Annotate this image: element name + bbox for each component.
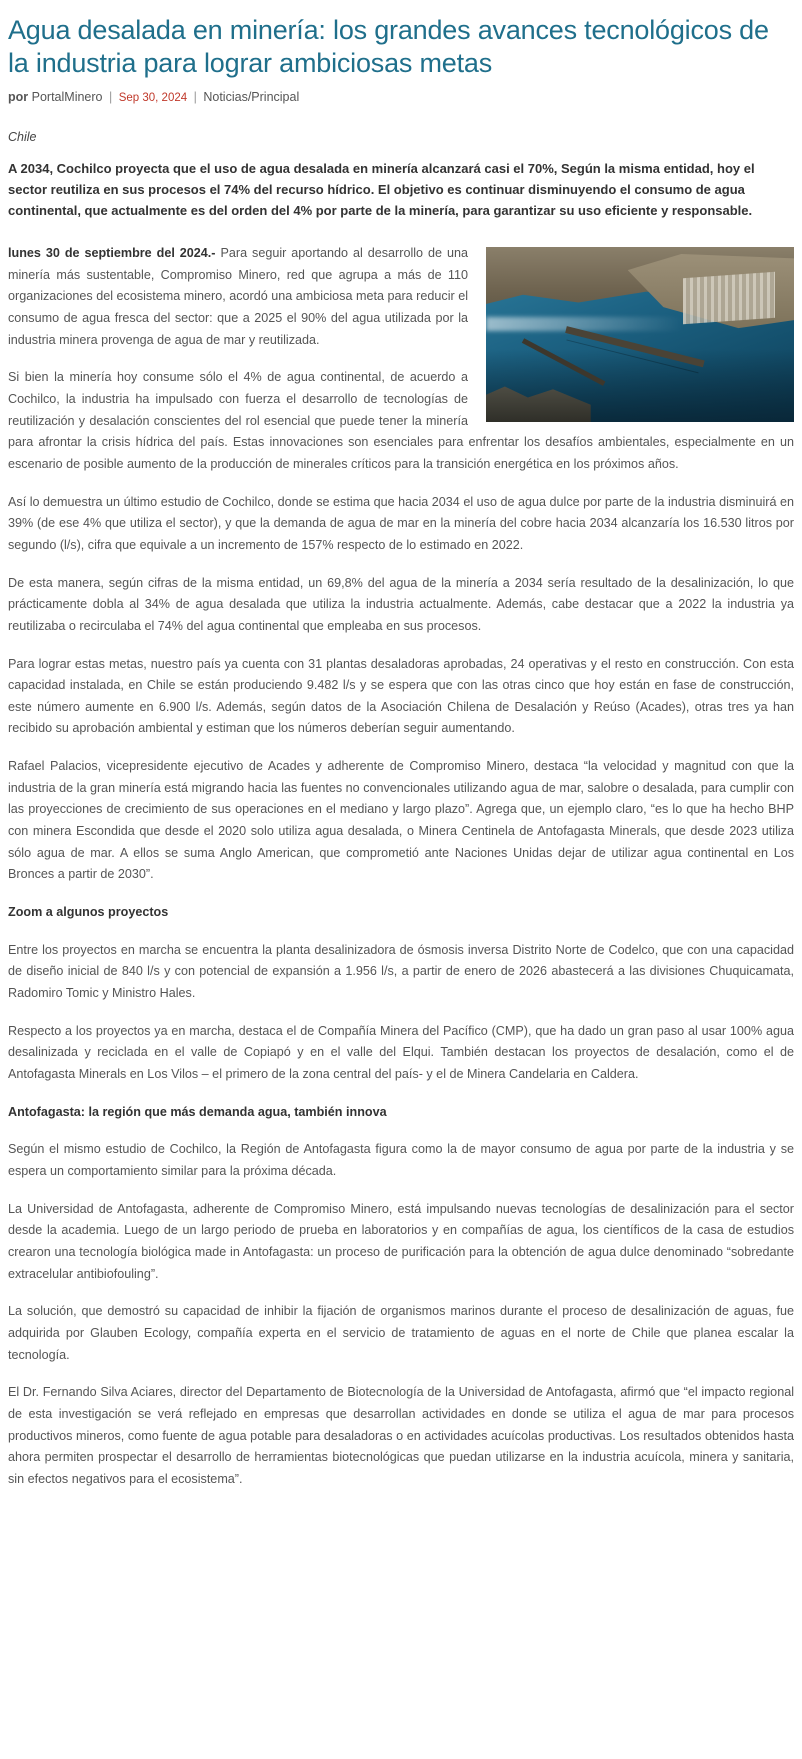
article-figure <box>486 247 794 422</box>
byline <box>8 90 794 104</box>
desalination-plant-photo <box>486 247 794 422</box>
paragraph-5: Para lograr estas metas, nuestro país ya cuenta con 31 plantas desaladoras aprobadas, 24 operativas y el resto en construcción. Con esta capacidad instalada, en Chile se están produciendo 9.482 l/s y se espera que con las otras cinco que hoy están en fase de construcción, este número aumente en 6.900 l/s. Además, según datos de la Asociación Chilena de Desalación y Reúso (Acades), otras tres ya han recibido su aprobación ambiental y estiman que los números deberían seguir aumentando. <box>8 656 794 736</box>
byline-separator-1: | <box>108 89 113 104</box>
byline-author[interactable]: PortalMinero <box>31 89 103 104</box>
section-heading-antofagasta: Antofagasta: la región que más demanda agua, también innova <box>8 1104 387 1119</box>
paragraph-3: Así lo demuestra un último estudio de Cochilco, donde se estima que hacia 2034 el uso de agua dulce por parte de la industria disminuirá en 39% (de ese 4% que utiliza el sector), y que la demanda de agua de mar en la minería del cobre hacia 2034 alcanzaría los 16.530 litros por segundo (l/s), cifra que equivale a un incremento de 157% respecto de lo estimado en 2022. <box>8 494 794 552</box>
byline-author-prefix: por <box>8 89 29 104</box>
section-2-paragraph-1: Según el mismo estudio de Cochilco, la Región de Antofagasta figura como la de mayor consumo de agua por parte de la industria y se espera un comportamiento similar para la próxima década. <box>8 1142 794 1178</box>
byline-category[interactable]: Noticias/Principal <box>203 89 300 104</box>
paragraph-1-lead: lunes 30 de septiembre del 2024.- <box>8 246 216 261</box>
paragraph-4: De esta manera, según cifras de la misma entidad, un 69,8% del agua de la minería a 2034 sería resultado de la desalinización, lo que prácticamente dobla al 34% de agua desalada que utiliza la industria actualmente. Además, cabe destacar que a 2022 la industria ya reutilizaba o recirculaba el 74% del agua continental que empleaba en sus procesos. <box>8 575 794 633</box>
section-2-paragraph-4: El Dr. Fernando Silva Aciares, director del Departamento de Biotecnología de la Universidad de Antofagasta, afirmó que “el impacto regional de esta investigación se verá reflejado en empresas que desarrollan actividades en donde se utiliza el agua de mar para procesos productivos mineros, como fuente de agua potable para desaladoras o en actividades acuícolas productivas. Los resultados obtenidos hasta ahora permiten prospectar el desarrollo de herramientas biotecnológicas que puedan utilizarse en la industria acuícola, minera y sanitaria, sin efectos negativos para el ecosistema”. <box>8 1385 794 1486</box>
section-heading-zoom-proyectos: Zoom a algunos proyectos <box>8 905 169 920</box>
photo-surf-foam <box>486 317 683 331</box>
paragraph-2: Si bien la minería hoy consume sólo el 4% de agua continental, de acuerdo a Cochilco, la industria ha impulsado con fuerza el desarrollo de tecnologías de reutilización y desalación conscientes del rol esencial que puede tener la minería para afrontar la crisis hídrica del país. Estas innovaciones son esenciales para enfrentar los desafíos ambientales, especialmente en un escenario de posible aumento de la producción de minerales críticos para la transición energética en los próximos años. <box>8 370 794 471</box>
section-1-paragraph-2: Respecto a los proyectos ya en marcha, destaca el de Compañía Minera del Pacífico (CMP), que ha dado un gran paso al usar 100% agua desalinizada y reciclada en el valle de Copiapó y en el valle del Elqui. También destacan los proyectos de desalación, como el de Antofagasta Minerals en Los Vilos – el primero de la zona central del país- y el de Minera Candelaria en Caldera. <box>8 1023 794 1082</box>
paragraph-1-text: Para seguir aportando al desarrollo de una minería más sustentable, Compromiso Minero, red que agrupa a más de 110 organizaciones del ecosistema minero, acordó una ambiciosa meta para reducir el consumo de agua fresca del sector: que a 2025 el 90% del agua utilizada por la industria minera provenga de agua de mar y reutilizada. <box>8 246 468 347</box>
section-1-paragraph-1: Entre los proyectos en marcha se encuentra la planta desalinizadora de ósmosis inversa Distrito Norte de Codelco, que con una capacidad de diseño inicial de 840 l/s y con potencial de expansión a 1.956 l/s, a partir de enero de 2026 abastecerá a las divisiones Chuquicamata, Radomiro Tomic y Ministro Hales. <box>8 942 794 1001</box>
page-title: Agua desalada en minería: los grandes avances tecnológicos de la industria para lograr ambiciosas metas <box>8 15 769 78</box>
article-lead: A 2034, Cochilco proyecta que el uso de agua desalada en minería alcanzará casi el 70%, Según la misma entidad, hoy el sector reutiliza en sus procesos el 74% del recurso hídrico. El objetivo es continuar disminuyendo el consumo de agua continental, que actualmente es del orden del 4% por parte de la minería, para garantizar su uso eficiente y responsable. <box>8 160 755 218</box>
byline-date: Sep 30, 2024 <box>118 91 188 104</box>
country-label: Chile <box>8 129 37 144</box>
photo-plant-structures <box>683 272 775 324</box>
byline-separator-2: | <box>193 89 197 104</box>
section-2-paragraph-3: La solución, que demostró su capacidad de inhibir la fijación de organismos marinos durante el proceso de desalinización de aguas, fue adquirida por Glauben Ecology, compañía experta en el servicio de tratamiento de aguas en el norte de Chile que planea escalar la tecnología. <box>8 1304 794 1362</box>
paragraph-6: Rafael Palacios, vicepresidente ejecutivo de Acades y adherente de Compromiso Minero, destaca “la velocidad y magnitud con que la industria de la gran minería está migrando hacia las fuentes no convencionales utilizando agua de mar, salobre o desalada, para cumplir con las proyecciones de crecimiento de sus operaciones en el mediano y largo plazo”. Agrega que, un ejemplo claro, “es lo que ha hecho BHP con minera Escondida que desde el 2020 solo utiliza agua desalada, o Minera Centinela de Antofagasta Minerals, que desde 2023 utiliza sólo agua de mar. A ellos se suma Anglo American, que comprometió ante Naciones Unidas dejar de utilizar agua continental en Los Bronces a partir de 2030”. <box>8 759 794 882</box>
section-2-paragraph-2: La Universidad de Antofagasta, adherente de Compromiso Minero, está impulsando nuevas tecnologías de desalinización para el sector desde la academia. Luego de un largo periodo de prueba en laboratorios y en compañías de agua, los científicos de la casa de estudios crearon una tecnología biológica made in Antofagasta: un proceso de purificación para la obtención de agua dulce denominado “sobredante extracelular antibiofouling”. <box>8 1201 794 1281</box>
